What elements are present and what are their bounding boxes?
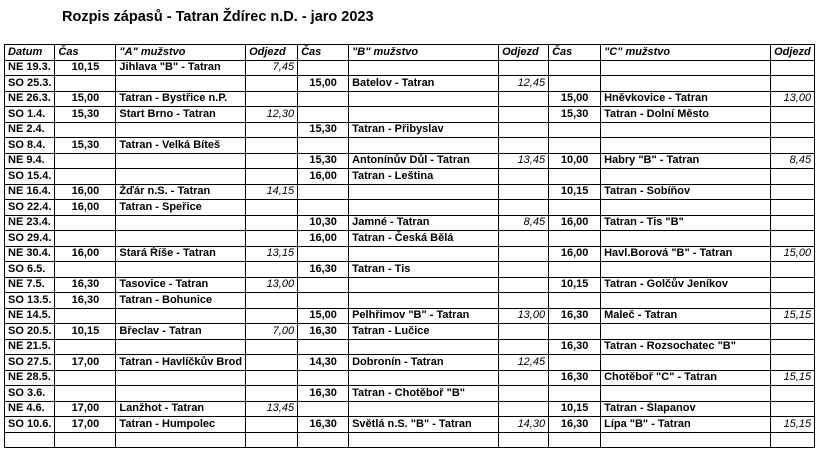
match-cell-c: [601, 432, 771, 448]
match-cell-a: [116, 308, 246, 324]
match-cell-b: [349, 200, 499, 216]
match-cell-a: Tatran - Speřice: [116, 200, 246, 216]
departure-cell-b: [499, 293, 549, 309]
match-cell-a: [116, 215, 246, 231]
match-cell-a: Jihlava "B" - Tatran: [116, 60, 246, 76]
match-cell-a: Stará Říše - Tatran: [116, 246, 246, 262]
departure-cell-c: [771, 107, 815, 123]
time-cell-b: 14,30: [298, 355, 349, 371]
departure-cell-a: 7,00: [246, 324, 298, 340]
match-cell-a: [116, 432, 246, 448]
match-cell-b: [349, 246, 499, 262]
departure-cell-c: 15,15: [771, 308, 815, 324]
match-cell-b: Tatran - Tis: [349, 262, 499, 278]
departure-cell-a: [246, 355, 298, 371]
date-cell: NE 7.5.: [5, 277, 55, 293]
time-cell-a: [55, 262, 116, 278]
table-row: [5, 200, 815, 216]
match-cell-a: Tatran - Bohunice: [116, 293, 246, 309]
time-cell-b: [298, 107, 349, 123]
departure-cell-a: [246, 370, 298, 386]
time-cell-b: [298, 246, 349, 262]
time-cell-c: 16,30: [549, 308, 601, 324]
departure-cell-c: [771, 324, 815, 340]
time-cell-a: 17,00: [55, 401, 116, 417]
time-cell-a: [55, 308, 116, 324]
departure-cell-b: [499, 339, 549, 355]
table-row: [5, 169, 815, 185]
departure-cell-c: [771, 262, 815, 278]
departure-cell-a: [246, 231, 298, 247]
time-cell-c: [549, 231, 601, 247]
table-row: [5, 91, 815, 107]
schedule-table: [4, 44, 815, 448]
match-cell-c: [601, 386, 771, 402]
match-cell-b: Tatran - Lučice: [349, 324, 499, 340]
time-cell-b: [298, 138, 349, 154]
match-cell-b: [349, 138, 499, 154]
departure-cell-c: [771, 432, 815, 448]
match-cell-b: [349, 60, 499, 76]
match-cell-b: Pelhřimov "B" - Tatran: [349, 308, 499, 324]
table-row: [5, 215, 815, 231]
match-cell-a: Žďár n.S. - Tatran: [116, 184, 246, 200]
match-cell-c: Lípa "B" - Tatran: [601, 417, 771, 433]
date-cell: SO 6.5.: [5, 262, 55, 278]
date-cell: NE 16.4.: [5, 184, 55, 200]
date-cell: SO 27.5.: [5, 355, 55, 371]
time-cell-a: [55, 76, 116, 92]
table-row: [5, 308, 815, 324]
departure-cell-a: [246, 386, 298, 402]
table-row: [5, 138, 815, 154]
departure-cell-c: [771, 355, 815, 371]
time-cell-a: [55, 231, 116, 247]
departure-cell-b: [499, 231, 549, 247]
date-cell: SO 13.5.: [5, 293, 55, 309]
departure-cell-a: 7,45: [246, 60, 298, 76]
departure-cell-b: 13,45: [499, 153, 549, 169]
departure-cell-c: [771, 339, 815, 355]
time-cell-c: [549, 76, 601, 92]
header-team-b: "B" mužstvo: [349, 45, 499, 61]
departure-cell-b: [499, 184, 549, 200]
departure-cell-a: [246, 122, 298, 138]
match-cell-b: Batelov - Tatran: [349, 76, 499, 92]
match-cell-b: Antonínův Důl - Tatran: [349, 153, 499, 169]
date-cell: SO 1.4.: [5, 107, 55, 123]
departure-cell-c: [771, 386, 815, 402]
match-cell-b: Tatran - Přibyslav: [349, 122, 499, 138]
date-cell: NE 26.3.: [5, 91, 55, 107]
departure-cell-c: [771, 215, 815, 231]
date-cell: NE 19.3.: [5, 60, 55, 76]
time-cell-b: 16,30: [298, 386, 349, 402]
match-cell-c: Tatran - Tis "B": [601, 215, 771, 231]
departure-cell-a: [246, 138, 298, 154]
time-cell-a: 15,00: [55, 91, 116, 107]
time-cell-b: [298, 200, 349, 216]
match-cell-b: [349, 184, 499, 200]
match-cell-c: [601, 60, 771, 76]
time-cell-a: [55, 169, 116, 185]
table-row: [5, 277, 815, 293]
departure-cell-b: 14,30: [499, 417, 549, 433]
match-cell-a: Lanžhot - Tatran: [116, 401, 246, 417]
table-row: [5, 107, 815, 123]
departure-cell-b: [499, 262, 549, 278]
match-cell-c: Tatran - Rozsochatec "B": [601, 339, 771, 355]
match-cell-c: Maleč - Tatran: [601, 308, 771, 324]
time-cell-c: 16,30: [549, 339, 601, 355]
departure-cell-b: 12,45: [499, 355, 549, 371]
departure-cell-a: 12,30: [246, 107, 298, 123]
table-row: [5, 401, 815, 417]
table-row: [5, 153, 815, 169]
match-cell-c: Hněvkovice - Tatran: [601, 91, 771, 107]
match-cell-a: Start Brno - Tatran: [116, 107, 246, 123]
time-cell-b: 15,00: [298, 308, 349, 324]
match-cell-c: [601, 169, 771, 185]
header-odjezd-a: Odjezd: [246, 45, 298, 61]
match-cell-c: [601, 293, 771, 309]
date-cell: NE 30.4.: [5, 246, 55, 262]
time-cell-b: 16,30: [298, 262, 349, 278]
match-cell-c: [601, 122, 771, 138]
match-cell-c: Tatran - Šlapanov: [601, 401, 771, 417]
departure-cell-c: 15,15: [771, 370, 815, 386]
time-cell-b: 16,00: [298, 231, 349, 247]
time-cell-a: 15,30: [55, 138, 116, 154]
time-cell-a: 10,15: [55, 324, 116, 340]
page-title: Rozpis zápasů - Tatran Ždírec n.D. - jaro 2023: [62, 9, 374, 25]
departure-cell-a: 13,15: [246, 246, 298, 262]
match-cell-a: Tatran - Havlíčkův Brod: [116, 355, 246, 371]
match-cell-b: [349, 293, 499, 309]
departure-cell-a: 14,15: [246, 184, 298, 200]
match-cell-c: [601, 200, 771, 216]
time-cell-a: [55, 215, 116, 231]
match-cell-a: Tatran - Velká Bíteš: [116, 138, 246, 154]
table-row: [5, 417, 815, 433]
time-cell-a: 16,00: [55, 184, 116, 200]
departure-cell-a: [246, 76, 298, 92]
time-cell-a: 17,00: [55, 417, 116, 433]
date-cell: SO 25.3.: [5, 76, 55, 92]
date-cell: [5, 432, 55, 448]
match-cell-b: [349, 370, 499, 386]
departure-cell-c: [771, 277, 815, 293]
time-cell-c: [549, 60, 601, 76]
departure-cell-b: [499, 370, 549, 386]
match-cell-a: [116, 231, 246, 247]
date-cell: NE 4.6.: [5, 401, 55, 417]
table-row: [5, 231, 815, 247]
date-cell: SO 29.4.: [5, 231, 55, 247]
match-cell-c: Tatran - Golčův Jeníkov: [601, 277, 771, 293]
departure-cell-b: 13,00: [499, 308, 549, 324]
table-row: [5, 60, 815, 76]
date-cell: SO 15.4.: [5, 169, 55, 185]
departure-cell-a: [246, 308, 298, 324]
match-cell-a: [116, 122, 246, 138]
match-cell-a: [116, 153, 246, 169]
departure-cell-b: [499, 122, 549, 138]
table-row: [5, 386, 815, 402]
time-cell-a: [55, 339, 116, 355]
match-cell-b: Tatran - Chotěboř "B": [349, 386, 499, 402]
time-cell-c: 16,30: [549, 417, 601, 433]
match-cell-a: [116, 262, 246, 278]
match-cell-a: [116, 386, 246, 402]
time-cell-c: 15,30: [549, 107, 601, 123]
table-row: [5, 76, 815, 92]
time-cell-b: [298, 432, 349, 448]
departure-cell-c: 8,45: [771, 153, 815, 169]
time-cell-c: 10,00: [549, 153, 601, 169]
match-cell-c: [601, 138, 771, 154]
departure-cell-b: [499, 200, 549, 216]
match-cell-c: Tatran - Dolní Město: [601, 107, 771, 123]
departure-cell-b: [499, 432, 549, 448]
time-cell-b: [298, 184, 349, 200]
time-cell-a: 10,15: [55, 60, 116, 76]
match-cell-b: Světlá n.S. "B" - Tatran: [349, 417, 499, 433]
table-row: [5, 246, 815, 262]
time-cell-b: [298, 401, 349, 417]
departure-cell-b: [499, 107, 549, 123]
time-cell-a: [55, 432, 116, 448]
match-cell-b: [349, 91, 499, 107]
time-cell-b: 15,00: [298, 76, 349, 92]
time-cell-c: [549, 122, 601, 138]
header-odjezd-b: Odjezd: [499, 45, 549, 61]
time-cell-b: [298, 277, 349, 293]
departure-cell-b: [499, 246, 549, 262]
time-cell-b: 10,30: [298, 215, 349, 231]
departure-cell-c: [771, 231, 815, 247]
departure-cell-b: 8,45: [499, 215, 549, 231]
match-cell-a: [116, 339, 246, 355]
time-cell-b: 16,00: [298, 169, 349, 185]
time-cell-c: 16,00: [549, 215, 601, 231]
match-cell-c: [601, 76, 771, 92]
match-cell-a: Tasovice - Tatran: [116, 277, 246, 293]
header-odjezd-c: Odjezd: [771, 45, 815, 61]
date-cell: NE 21.5.: [5, 339, 55, 355]
time-cell-c: [549, 432, 601, 448]
time-cell-b: [298, 293, 349, 309]
match-cell-c: Havl.Borová "B" - Tatran: [601, 246, 771, 262]
time-cell-c: 10,15: [549, 277, 601, 293]
time-cell-b: [298, 339, 349, 355]
departure-cell-a: 13,45: [246, 401, 298, 417]
departure-cell-b: [499, 277, 549, 293]
match-cell-a: Břeclav - Tatran: [116, 324, 246, 340]
header-datum: Datum: [5, 45, 55, 61]
match-cell-b: Tatran - Leština: [349, 169, 499, 185]
departure-cell-b: [499, 91, 549, 107]
table-row: [5, 432, 815, 448]
departure-cell-c: [771, 60, 815, 76]
table-row: [5, 324, 815, 340]
header-team-a: "A" mužstvo: [116, 45, 246, 61]
header-team-c: "C" mužstvo: [601, 45, 771, 61]
time-cell-a: [55, 386, 116, 402]
time-cell-c: [549, 386, 601, 402]
time-cell-b: 16,30: [298, 417, 349, 433]
time-cell-c: [549, 138, 601, 154]
time-cell-b: 15,30: [298, 153, 349, 169]
time-cell-a: [55, 370, 116, 386]
header-cas-c: Čas: [549, 45, 601, 61]
departure-cell-a: [246, 153, 298, 169]
departure-cell-a: [246, 262, 298, 278]
date-cell: NE 9.4.: [5, 153, 55, 169]
departure-cell-c: [771, 76, 815, 92]
table-row: [5, 262, 815, 278]
departure-cell-a: [246, 417, 298, 433]
time-cell-a: 16,30: [55, 293, 116, 309]
match-cell-b: Dobronín - Tatran: [349, 355, 499, 371]
date-cell: NE 28.5.: [5, 370, 55, 386]
time-cell-a: 15,30: [55, 107, 116, 123]
match-cell-a: [116, 370, 246, 386]
match-cell-c: Tatran - Sobíňov: [601, 184, 771, 200]
match-cell-c: Chotěboř "C" - Tatran: [601, 370, 771, 386]
header-cas-b: Čas: [298, 45, 349, 61]
match-cell-c: [601, 355, 771, 371]
date-cell: SO 22.4.: [5, 200, 55, 216]
time-cell-a: 16,30: [55, 277, 116, 293]
departure-cell-a: [246, 339, 298, 355]
match-cell-b: [349, 432, 499, 448]
match-cell-a: [116, 169, 246, 185]
time-cell-c: [549, 293, 601, 309]
departure-cell-c: [771, 138, 815, 154]
table-row: [5, 184, 815, 200]
time-cell-c: [549, 262, 601, 278]
date-cell: SO 3.6.: [5, 386, 55, 402]
time-cell-c: 16,00: [549, 246, 601, 262]
date-cell: NE 14.5.: [5, 308, 55, 324]
departure-cell-a: [246, 91, 298, 107]
date-cell: SO 10.6.: [5, 417, 55, 433]
time-cell-a: [55, 122, 116, 138]
table-row: [5, 339, 815, 355]
match-cell-c: [601, 231, 771, 247]
time-cell-c: 15,00: [549, 91, 601, 107]
date-cell: SO 20.5.: [5, 324, 55, 340]
match-cell-c: [601, 324, 771, 340]
departure-cell-c: 15,00: [771, 246, 815, 262]
departure-cell-c: 13,00: [771, 91, 815, 107]
time-cell-c: [549, 355, 601, 371]
date-cell: NE 2.4.: [5, 122, 55, 138]
match-cell-b: [349, 277, 499, 293]
departure-cell-c: 15,15: [771, 417, 815, 433]
departure-cell-a: [246, 215, 298, 231]
match-cell-c: [601, 262, 771, 278]
departure-cell-c: [771, 122, 815, 138]
departure-cell-b: [499, 386, 549, 402]
departure-cell-a: [246, 293, 298, 309]
time-cell-c: 10,15: [549, 184, 601, 200]
time-cell-c: [549, 200, 601, 216]
time-cell-c: 10,15: [549, 401, 601, 417]
match-cell-b: [349, 339, 499, 355]
match-cell-a: [116, 76, 246, 92]
departure-cell-c: [771, 184, 815, 200]
schedule-body: [5, 60, 815, 448]
time-cell-b: 15,30: [298, 122, 349, 138]
time-cell-c: [549, 169, 601, 185]
departure-cell-c: [771, 200, 815, 216]
date-cell: NE 23.4.: [5, 215, 55, 231]
departure-cell-a: [246, 169, 298, 185]
departure-cell-a: [246, 432, 298, 448]
time-cell-a: 16,00: [55, 200, 116, 216]
header-row: [5, 45, 815, 61]
header-cas-a: Čas: [55, 45, 116, 61]
departure-cell-b: [499, 169, 549, 185]
time-cell-b: 16,30: [298, 324, 349, 340]
departure-cell-b: 12,45: [499, 76, 549, 92]
match-cell-a: Tatran - Humpolec: [116, 417, 246, 433]
time-cell-c: 16,30: [549, 370, 601, 386]
departure-cell-a: [246, 200, 298, 216]
table-row: [5, 355, 815, 371]
time-cell-b: [298, 370, 349, 386]
time-cell-c: [549, 324, 601, 340]
match-cell-b: [349, 401, 499, 417]
time-cell-a: 17,00: [55, 355, 116, 371]
match-cell-a: Tatran - Bystřice n.P.: [116, 91, 246, 107]
departure-cell-a: 13,00: [246, 277, 298, 293]
match-cell-b: [349, 107, 499, 123]
match-cell-b: Tatran - Česká Bělá: [349, 231, 499, 247]
departure-cell-b: [499, 138, 549, 154]
table-row: [5, 370, 815, 386]
table-row: [5, 293, 815, 309]
time-cell-a: [55, 153, 116, 169]
date-cell: SO 8.4.: [5, 138, 55, 154]
departure-cell-c: [771, 293, 815, 309]
departure-cell-c: [771, 169, 815, 185]
table-row: [5, 122, 815, 138]
match-cell-c: Habry "B" - Tatran: [601, 153, 771, 169]
time-cell-a: 16,00: [55, 246, 116, 262]
departure-cell-b: [499, 60, 549, 76]
departure-cell-b: [499, 401, 549, 417]
departure-cell-c: [771, 401, 815, 417]
time-cell-b: [298, 60, 349, 76]
departure-cell-b: [499, 324, 549, 340]
time-cell-b: [298, 91, 349, 107]
match-cell-b: Jamné - Tatran: [349, 215, 499, 231]
